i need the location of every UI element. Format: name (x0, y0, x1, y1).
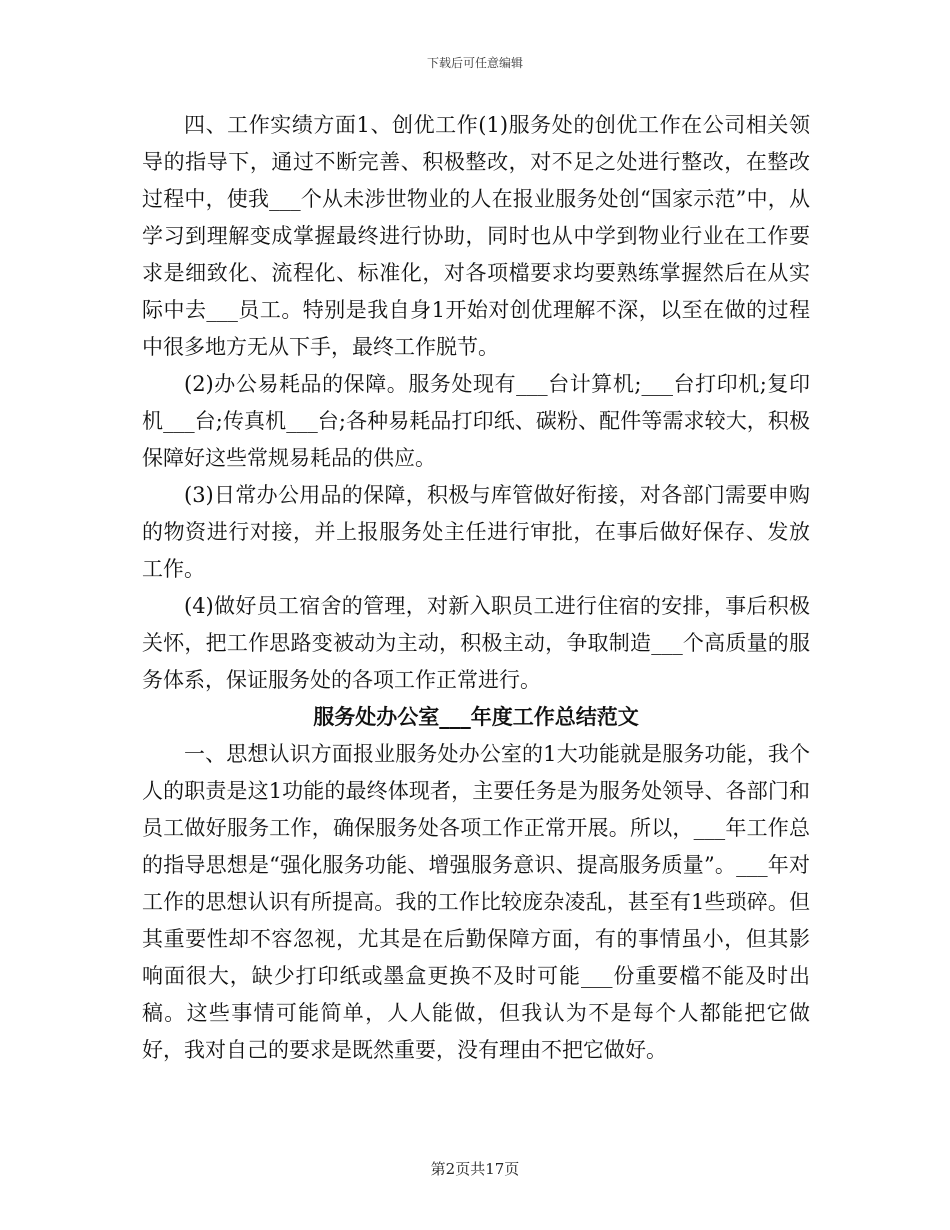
page-header: 下载后可任意编辑 (426, 56, 523, 70)
paragraph-office-consumables: (2)办公易耗品的保障。服务处现有___台计算机;___台打印机;复印机___台;传真机___台;各种易耗品打印纸、碳粉、配件等需求较大，积极保障好这些常规易耗品的供应。 (142, 372, 810, 470)
paragraph-office-supplies: (3)日常办公用品的保障，积极与库管做好衔接，对各部门需要申购的物资进行对接，并上报服务处主任进行审批，在事后做好保存、发放工作。 (142, 483, 810, 581)
paragraph-work-achievements: 四、工作实绩方面1、创优工作(1)服务处的创优工作在公司相关领导的指导下，通过不断完善、积极整改，对不足之处进行整改，在整改过程中，使我___个从未涉世物业的人在报业服务处创“国家示范”中，从学习到理解变成掌握最终进行协助，同时也从中学到物业行业在工作要求是细致化、流程化、标准化，对各项檔要求均要熟练掌握然后在从实际中去___员工。特别是我自身1开始对创优理解不深，以至在做的过程中很多地方无从下手，最终工作脱节。 (142, 113, 810, 359)
paragraph-ideological-understanding: 一、思想认识方面报业服务处办公室的1大功能就是服务功能，我个人的职责是这1功能的最终体现者，主要任务是为服务处领导、各部门和员工做好服务工作，确保服务处各项工作正常开展。所以，___年工作总的指导思想是“强化服务功能、增强服务意识、提高服务质量”。___年对工作的思想认识有所提高。我的工作比较庞杂凌乱，甚至有1些琐碎。但其重要性却不容忽视，尤其是在后勤保障方面，有的事情虽小，但其影响面很大，缺少打印纸或墨盒更换不及时可能___份重要檔不能及时出稿。这些事情可能简单，人人能做，但我认为不是每个人都能把它做好，我对自己的要求是既然重要，没有理由不把它做好。 (142, 742, 810, 1062)
paragraph-dormitory-management: (4)做好员工宿舍的管理，对新入职员工进行住宿的安排，事后积极关怀，把工作思路变被动为主动，积极主动，争取制造___个高质量的服务体系，保证服务处的各项工作正常进行。 (142, 594, 810, 692)
document-body (142, 107, 810, 1069)
page-footer: 第2页共17页 (430, 1160, 520, 1178)
section-title: 服务处办公室___年度工作总结范文 (313, 705, 639, 729)
